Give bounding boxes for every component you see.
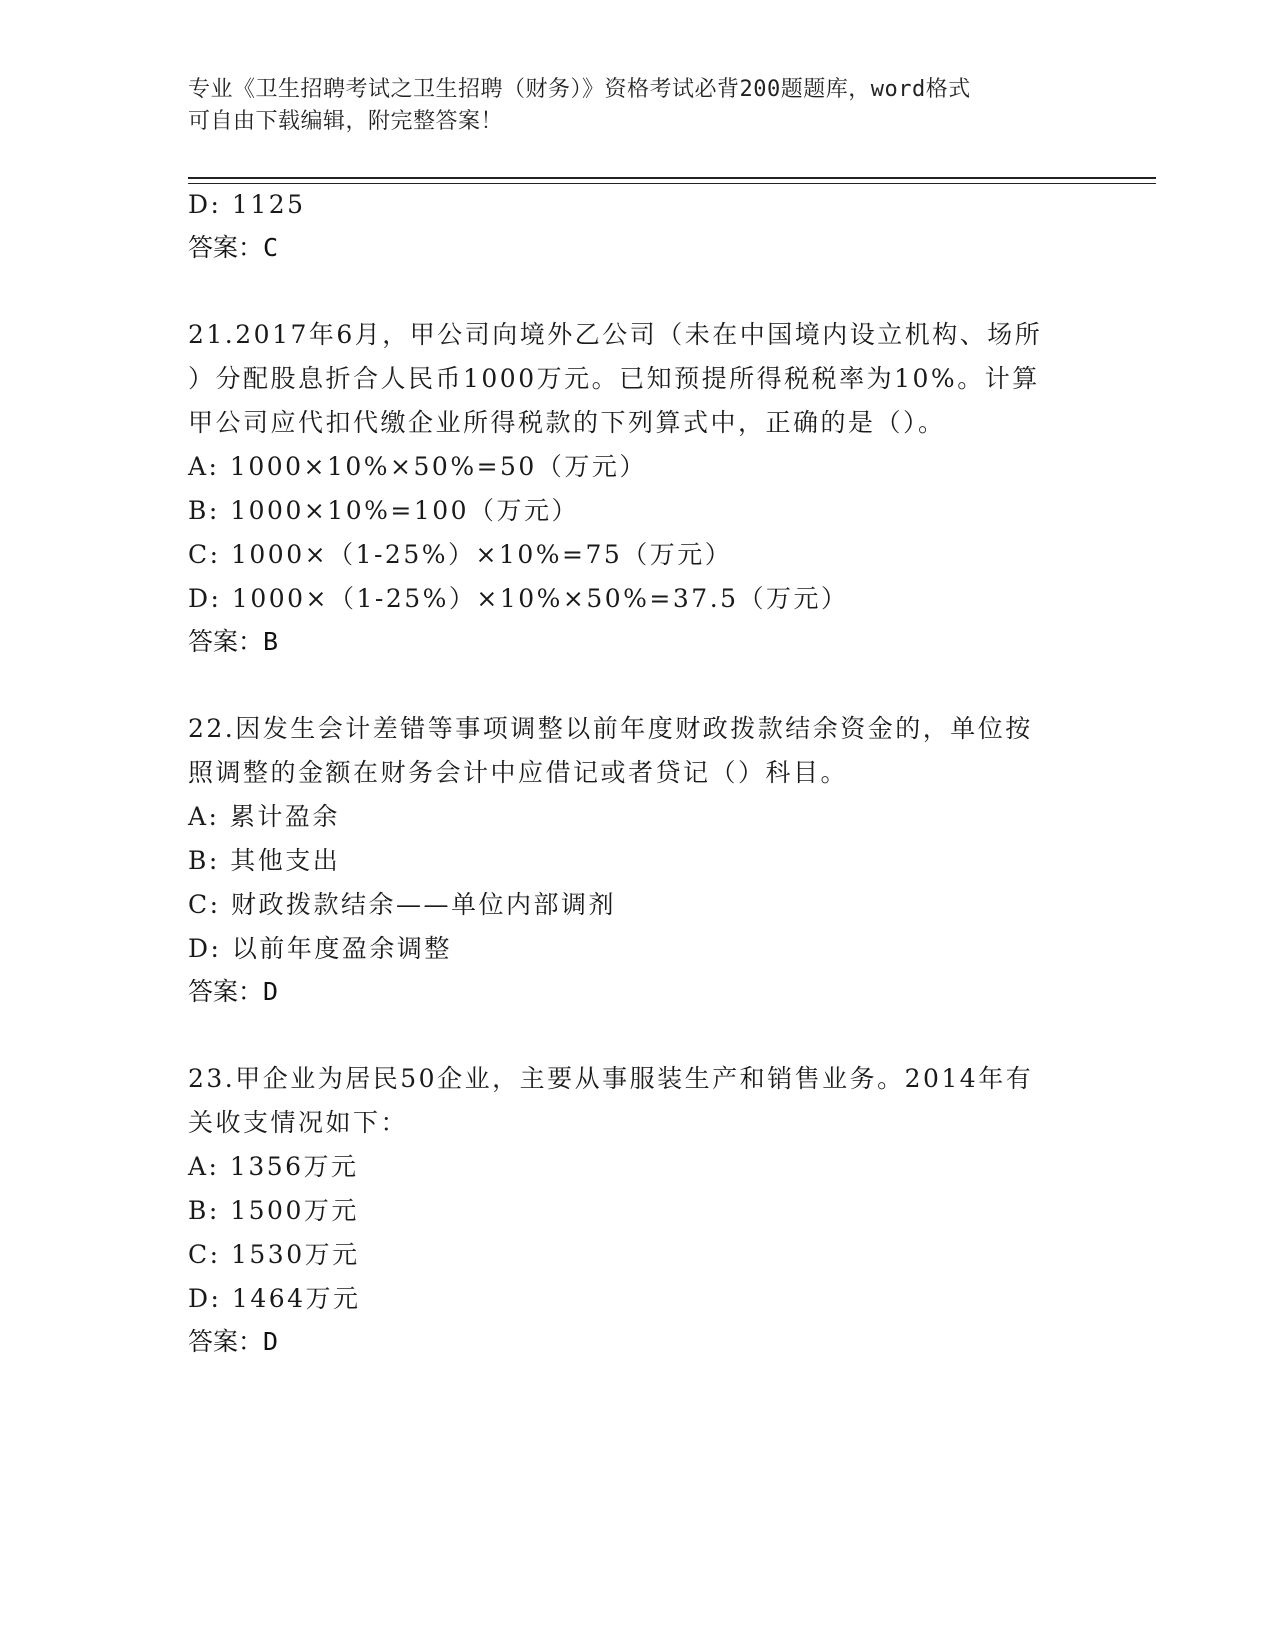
q23-option-a: A: 1356万元 <box>188 1152 359 1181</box>
q22-option-a: A: 累计盈余 <box>188 802 340 831</box>
q21-option-a: A: 1000×10%×50%=50（万元） <box>188 452 647 481</box>
header-rule-thick <box>188 177 1156 179</box>
q23-stem-line-2: 关收支情况如下： <box>188 1108 409 1137</box>
q21-stem-line-3: 甲公司应代扣代缴企业所得税款的下列算式中，正确的是（）。 <box>188 408 946 437</box>
document-header <box>188 74 1068 138</box>
q23-option-b: B: 1500万元 <box>188 1196 359 1225</box>
q23-option-c: C: 1530万元 <box>188 1240 360 1269</box>
header-line-2: 可自由下载编辑，附完整答案！ <box>188 109 504 134</box>
prev-option-d: D: 1125 <box>188 190 306 219</box>
q21-stem-line-1: 21.2017年6月，甲公司向境外乙公司（未在中国境内设立机构、场所 <box>188 320 1043 349</box>
q22-option-b: B: 其他支出 <box>188 846 341 875</box>
q21-option-d: D: 1000×（1-25%）×10%×50%=37.5（万元） <box>188 584 849 613</box>
q23-answer: 答案：D <box>188 1327 279 1356</box>
header-line-1: 专业《卫生招聘考试之卫生招聘（财务）》资格考试必背200题题库，word格式 <box>188 77 971 102</box>
prev-answer: 答案：C <box>188 233 279 262</box>
q22-option-d: D: 以前年度盈余调整 <box>188 934 452 963</box>
q22-answer: 答案：D <box>188 977 279 1006</box>
q21-option-b: B: 1000×10%=100（万元） <box>188 496 580 525</box>
q22-stem-line-2: 照调整的金额在财务会计中应借记或者贷记（）科目。 <box>188 758 849 787</box>
q23-option-d: D: 1464万元 <box>188 1284 361 1313</box>
q22-stem-line-1: 22.因发生会计差错等事项调整以前年度财政拨款结余资金的，单位按 <box>188 714 1033 743</box>
q22-option-c: C: 财政拨款结余——单位内部调剂 <box>188 890 616 919</box>
header-rule-thin <box>188 183 1156 184</box>
q21-answer: 答案：B <box>188 627 279 656</box>
q21-stem-line-2: ）分配股息折合人民币1000万元。已知预提所得税税率为10%。计算 <box>188 364 1040 393</box>
q21-option-c: C: 1000×（1-25%）×10%=75（万元） <box>188 540 733 569</box>
q23-stem-line-1: 23.甲企业为居民50企业，主要从事服装生产和销售业务。2014年有 <box>188 1064 1034 1093</box>
